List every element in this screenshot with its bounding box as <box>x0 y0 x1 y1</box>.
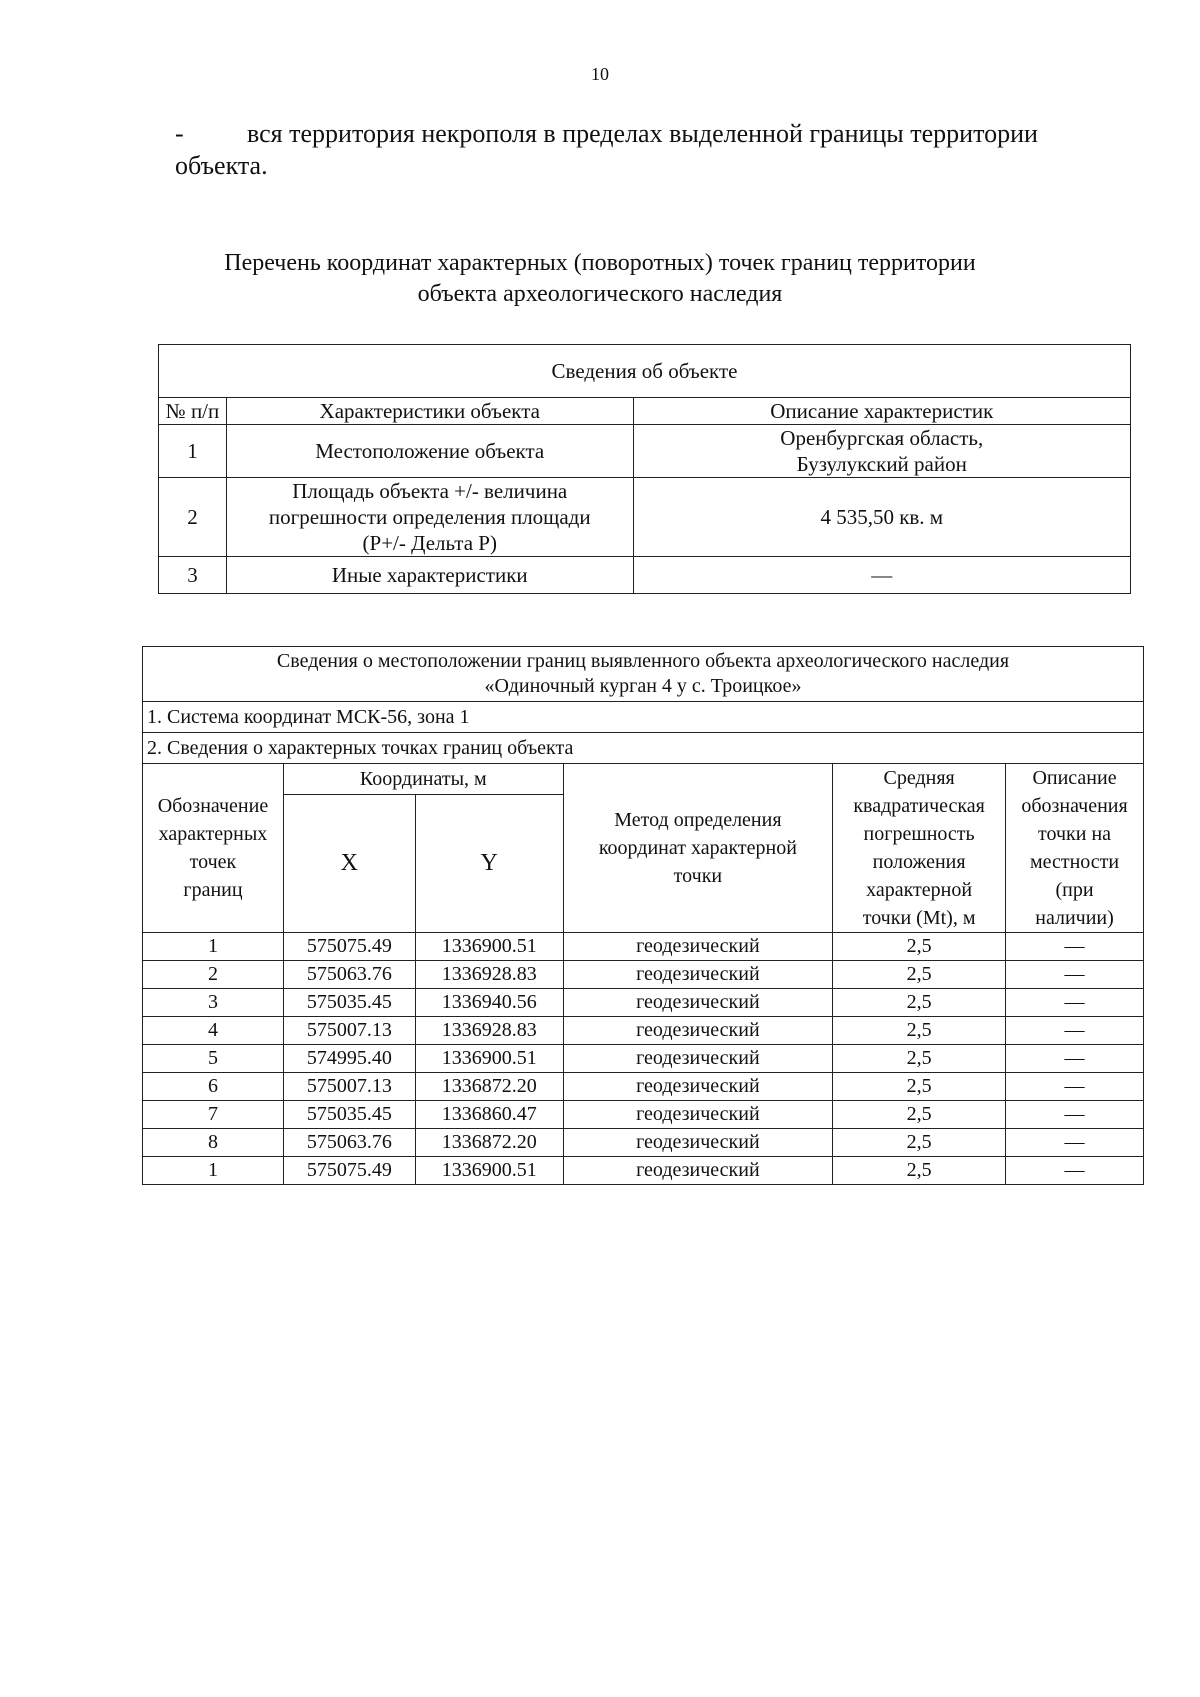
cell-desc: — <box>1006 1129 1144 1157</box>
intro-text: вся территория некрополя в пределах выделенной границы территории объекта. <box>175 119 1038 180</box>
cell-method: геодезический <box>563 1073 833 1101</box>
coord-table-title <box>143 647 1144 702</box>
header-line: Средняя <box>883 767 955 789</box>
cell-y: 1336900.51 <box>415 933 563 961</box>
cell-x: 575007.13 <box>283 1073 415 1101</box>
header-line: местности <box>1029 851 1120 873</box>
table-row <box>143 989 1144 1017</box>
cell-x: 575035.45 <box>283 989 415 1017</box>
cell-desc: — <box>1006 1073 1144 1101</box>
page-number: 10 <box>591 64 609 84</box>
table-row <box>143 1157 1144 1185</box>
header-line: наличии) <box>1035 907 1114 929</box>
table-row <box>143 1129 1144 1157</box>
header-characteristics: Характеристики объекта <box>226 398 633 425</box>
section-title: 2. Сведения о характерных точках границ объекта <box>143 733 1144 764</box>
header-coordinates: Координаты, м <box>283 764 563 795</box>
table-row <box>159 425 1131 478</box>
header-error <box>833 764 1006 933</box>
header-line: Метод определения <box>614 809 782 831</box>
name-line: (P+/- Дельта P) <box>362 531 497 555</box>
heading-line-2: объекта археологического наследия <box>417 281 783 307</box>
coordinate-system: 1. Система координат МСК-56, зона 1 <box>143 702 1144 733</box>
cell-desc: — <box>1006 933 1144 961</box>
cell-x: 575075.49 <box>283 933 415 961</box>
cell-desc: — <box>1006 989 1144 1017</box>
header-designation <box>143 764 284 933</box>
cell-error: 2,5 <box>833 1157 1006 1185</box>
header-num: № п/п <box>159 398 227 425</box>
table-row <box>143 1045 1144 1073</box>
row-num: 1 <box>159 425 227 478</box>
object-info-table <box>158 344 1131 594</box>
cell-method: геодезический <box>563 961 833 989</box>
cell-point: 8 <box>143 1129 284 1157</box>
cell-error: 2,5 <box>833 961 1006 989</box>
cell-x: 575075.49 <box>283 1157 415 1185</box>
cell-desc: — <box>1006 1017 1144 1045</box>
cell-error: 2,5 <box>833 1129 1006 1157</box>
cell-point: 4 <box>143 1017 284 1045</box>
row-desc: 4 535,50 кв. м <box>633 478 1130 557</box>
header-x: X <box>283 795 415 933</box>
cell-method: геодезический <box>563 1101 833 1129</box>
page-heading <box>150 248 1050 310</box>
header-line: квадратическая <box>853 795 985 817</box>
header-description: Описание характеристик <box>633 398 1130 425</box>
cell-x: 574995.40 <box>283 1045 415 1073</box>
cell-point: 1 <box>143 933 284 961</box>
name-line: погрешности определения площади <box>268 505 591 529</box>
object-table-title: Сведения об объекте <box>159 345 1131 398</box>
cell-x: 575007.13 <box>283 1017 415 1045</box>
header-line: точки <box>673 865 723 887</box>
table-row <box>143 961 1144 989</box>
header-line: координат характерной <box>598 837 797 859</box>
cell-point: 7 <box>143 1101 284 1129</box>
cell-point: 2 <box>143 961 284 989</box>
header-line: обозначения <box>1021 795 1128 817</box>
cell-method: геодезический <box>563 1017 833 1045</box>
header-line: характерной <box>866 879 973 901</box>
cell-desc: — <box>1006 961 1144 989</box>
cell-error: 2,5 <box>833 933 1006 961</box>
cell-x: 575063.76 <box>283 1129 415 1157</box>
table-title-row <box>159 345 1131 398</box>
desc-line: Бузулукский район <box>796 452 967 476</box>
header-line: точек <box>189 851 237 873</box>
cell-method: геодезический <box>563 989 833 1017</box>
table-row <box>143 1017 1144 1045</box>
table-row <box>143 933 1144 961</box>
cell-point: 1 <box>143 1157 284 1185</box>
cell-method: геодезический <box>563 1129 833 1157</box>
cell-point: 3 <box>143 989 284 1017</box>
cell-desc: — <box>1006 1101 1144 1129</box>
intro-paragraph <box>175 118 1135 182</box>
cell-y: 1336872.20 <box>415 1129 563 1157</box>
table-row <box>143 1101 1144 1129</box>
header-line: Описание <box>1032 767 1117 789</box>
header-point-description <box>1006 764 1144 933</box>
coord-header-row <box>143 764 1144 795</box>
cell-desc: — <box>1006 1157 1144 1185</box>
cell-y: 1336900.51 <box>415 1157 563 1185</box>
row-name: Местоположение объекта <box>226 425 633 478</box>
coord-system-row <box>143 702 1144 733</box>
row-name: Иные характеристики <box>226 557 633 594</box>
header-line: (при <box>1055 879 1094 901</box>
cell-point: 6 <box>143 1073 284 1101</box>
row-desc: — <box>633 557 1130 594</box>
title-line: «Одиночный курган 4 у с. Троицкое» <box>484 675 802 697</box>
cell-y: 1336928.83 <box>415 961 563 989</box>
cell-error: 2,5 <box>833 1045 1006 1073</box>
cell-desc: — <box>1006 1045 1144 1073</box>
cell-point: 5 <box>143 1045 284 1073</box>
header-line: характерных <box>158 823 268 845</box>
heading-line-1: Перечень координат характерных (поворотных) точек границ территории <box>224 250 976 276</box>
list-dash: - <box>175 119 184 148</box>
row-desc <box>633 425 1130 478</box>
name-line: Площадь объекта +/- величина <box>292 479 568 503</box>
cell-method: геодезический <box>563 933 833 961</box>
cell-error: 2,5 <box>833 989 1006 1017</box>
header-line: положения <box>872 851 966 873</box>
cell-error: 2,5 <box>833 1101 1006 1129</box>
cell-error: 2,5 <box>833 1073 1006 1101</box>
cell-y: 1336940.56 <box>415 989 563 1017</box>
row-num: 3 <box>159 557 227 594</box>
header-line: точки (Mt), м <box>862 907 976 929</box>
coord-section-row <box>143 733 1144 764</box>
cell-x: 575035.45 <box>283 1101 415 1129</box>
desc-line: Оренбургская область, <box>780 426 984 450</box>
cell-y: 1336900.51 <box>415 1045 563 1073</box>
cell-error: 2,5 <box>833 1017 1006 1045</box>
cell-x: 575063.76 <box>283 961 415 989</box>
header-y: Y <box>415 795 563 933</box>
table-row <box>143 1073 1144 1101</box>
header-line: Обозначение <box>157 795 269 817</box>
table-header-row <box>159 398 1131 425</box>
header-method <box>563 764 833 933</box>
row-name <box>226 478 633 557</box>
coord-title-row <box>143 647 1144 702</box>
cell-method: геодезический <box>563 1045 833 1073</box>
table-row <box>159 557 1131 594</box>
table-row <box>159 478 1131 557</box>
title-line: Сведения о местоположении границ выявленного объекта археологического наследия <box>276 650 1010 672</box>
cell-method: геодезический <box>563 1157 833 1185</box>
header-line: границ <box>183 879 243 901</box>
header-line: точки на <box>1038 823 1112 845</box>
row-num: 2 <box>159 478 227 557</box>
coordinates-table <box>142 646 1144 1185</box>
cell-y: 1336872.20 <box>415 1073 563 1101</box>
header-line: погрешность <box>863 823 975 845</box>
cell-y: 1336928.83 <box>415 1017 563 1045</box>
cell-y: 1336860.47 <box>415 1101 563 1129</box>
